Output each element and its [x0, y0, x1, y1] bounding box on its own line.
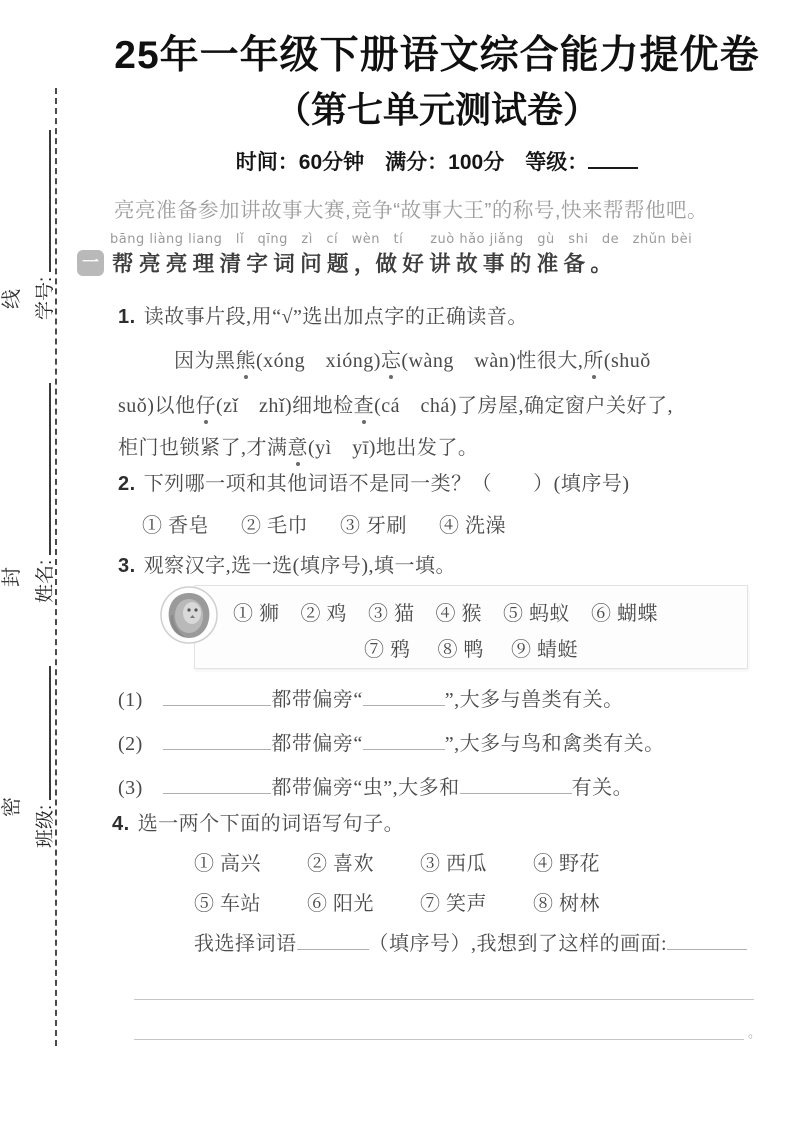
word-bank-row-1 [233, 597, 658, 626]
option-item: ② 毛巾 [241, 515, 308, 537]
question-4-number: 4. [112, 813, 130, 835]
word-item: ④ 野花 [533, 853, 600, 875]
bank-item: ④ 猴 [435, 603, 482, 625]
emphasized-char: 所 [583, 350, 604, 372]
word-item: ⑧ 树林 [533, 893, 600, 915]
fill-in-blank [588, 152, 638, 169]
name-field [30, 371, 57, 603]
question-3-fill-3: (3) 都带偏旁“虫”,大多和 有关。 [118, 777, 634, 799]
question-2-number: 2. [118, 473, 136, 495]
story-line-2: suǒ)以他仔(zǐ zhǐ)细地检查(cá chá)了房屋,确定窗户关好了, [118, 395, 673, 417]
bank-item: ③ 猫 [368, 603, 415, 625]
question-1 [118, 300, 528, 329]
student-id-label: 学号: [35, 276, 56, 320]
answer-period: 。 [748, 1025, 762, 1040]
word-bank-row-2 [195, 633, 747, 662]
option-item: ① 香皂 [142, 515, 209, 537]
bank-item: ① 狮 [233, 603, 280, 625]
word-item: ⑤ 车站 [194, 893, 261, 915]
word-item: ① 高兴 [194, 853, 261, 875]
option-item: ③ 牙刷 [340, 515, 407, 537]
word-item: ⑦ 笑声 [420, 893, 487, 915]
seal-char-feng: 封 [0, 564, 24, 590]
section-heading: 帮 亮 亮 理 清 字 词 问 题 ，做 好 讲 故 事 的 准 备 。 [112, 252, 612, 276]
paper-title: 25年一年级下册语文综合能力提优卷 [114, 34, 760, 77]
fill-in-blank [460, 779, 572, 794]
emphasized-char: 查 [353, 395, 375, 417]
word-item: ⑥ 阳光 [307, 893, 374, 915]
story-line-1: 因为黑熊(xóng xióng)忘(wàng wàn)性很大,所(shuǒ [174, 350, 651, 372]
section-heading-pinyin: bāng liàng liang lǐ qīng zì cí wèn tí zuò hǎo jiǎng gù shi de zhǔn bèi [110, 232, 693, 247]
question-2-options [142, 509, 506, 538]
word-bank-box [194, 585, 748, 669]
answer-line-1 [134, 999, 754, 1000]
emphasized-char: 仔 [195, 395, 216, 417]
class-blank-line [36, 666, 51, 800]
intro-text: 亮亮准备参加讲故事大赛,竞争“故事大王”的称号,快来帮帮他吧。 [114, 199, 709, 222]
question-4-prompt: 选一两个下面的词语写句子。 [137, 813, 405, 835]
bank-item: ⑨ 蜻蜓 [511, 639, 578, 661]
student-id-field [30, 104, 57, 320]
bank-item: ⑤ 蚂蚁 [503, 603, 570, 625]
question-3-number: 3. [118, 555, 136, 577]
question-3-fill-1: (1) 都带偏旁“ ”,大多与兽类有关。 [118, 689, 624, 711]
paper-meta-line: 时间：60分钟 满分：100分 等级： [106, 146, 768, 176]
story-line-3: 柜门也锁紧了,才满意(yì yī)地出发了。 [118, 437, 479, 459]
name-label: 姓名: [35, 559, 56, 603]
question-2 [118, 467, 630, 496]
word-item: ③ 西瓜 [420, 853, 487, 875]
question-4-words-row-1 [194, 847, 600, 876]
student-id-blank-line [36, 130, 51, 272]
question-3-fill-2: (2) 都带偏旁“ ”,大多与鸟和禽类有关。 [118, 733, 665, 755]
fill-in-blank [363, 691, 445, 706]
question-4 [112, 807, 404, 836]
emphasized-char: 意 [287, 437, 308, 459]
fill-in-blank [163, 735, 271, 750]
emphasized-char: 熊 [235, 350, 256, 372]
seal-char-line: 线 [0, 286, 24, 312]
bank-item: ⑦ 鸦 [364, 639, 411, 661]
question-2-prompt: 下列哪一项和其他词语不是同一类？（ ）(填序号) [143, 473, 630, 495]
question-1-prompt: 读故事片段,用“√”选出加点字的正确读音。 [143, 306, 528, 328]
fill-in-blank [163, 691, 271, 706]
bank-item: ⑧ 鸭 [437, 639, 484, 661]
section-one-badge: 一 [77, 250, 104, 276]
answer-line-2 [134, 1039, 744, 1040]
word-item: ② 喜欢 [307, 853, 374, 875]
bank-item: ② 鸡 [300, 603, 347, 625]
question-1-number: 1. [118, 306, 136, 328]
question-4-words-row-2 [194, 887, 600, 916]
fill-in-blank [297, 935, 369, 950]
paper-subtitle: （第七单元测试卷） [274, 89, 599, 130]
class-field [30, 646, 57, 848]
fill-in-blank [363, 735, 445, 750]
name-blank-line [36, 383, 51, 555]
fill-in-blank [667, 935, 747, 950]
question-3 [118, 549, 456, 578]
seal-char-mi: 密 [0, 794, 24, 820]
question-4-sentence: 我选择词语 （填序号）,我想到了这样的画面: [194, 927, 747, 956]
fill-in-blank [163, 779, 271, 794]
class-label: 班级: [35, 804, 56, 848]
bank-item: ⑥ 蝴蝶 [591, 603, 658, 625]
option-item: ④ 洗澡 [439, 515, 506, 537]
question-3-prompt: 观察汉字,选一选(填序号),填一填。 [143, 555, 457, 577]
emphasized-char: 忘 [380, 350, 402, 372]
